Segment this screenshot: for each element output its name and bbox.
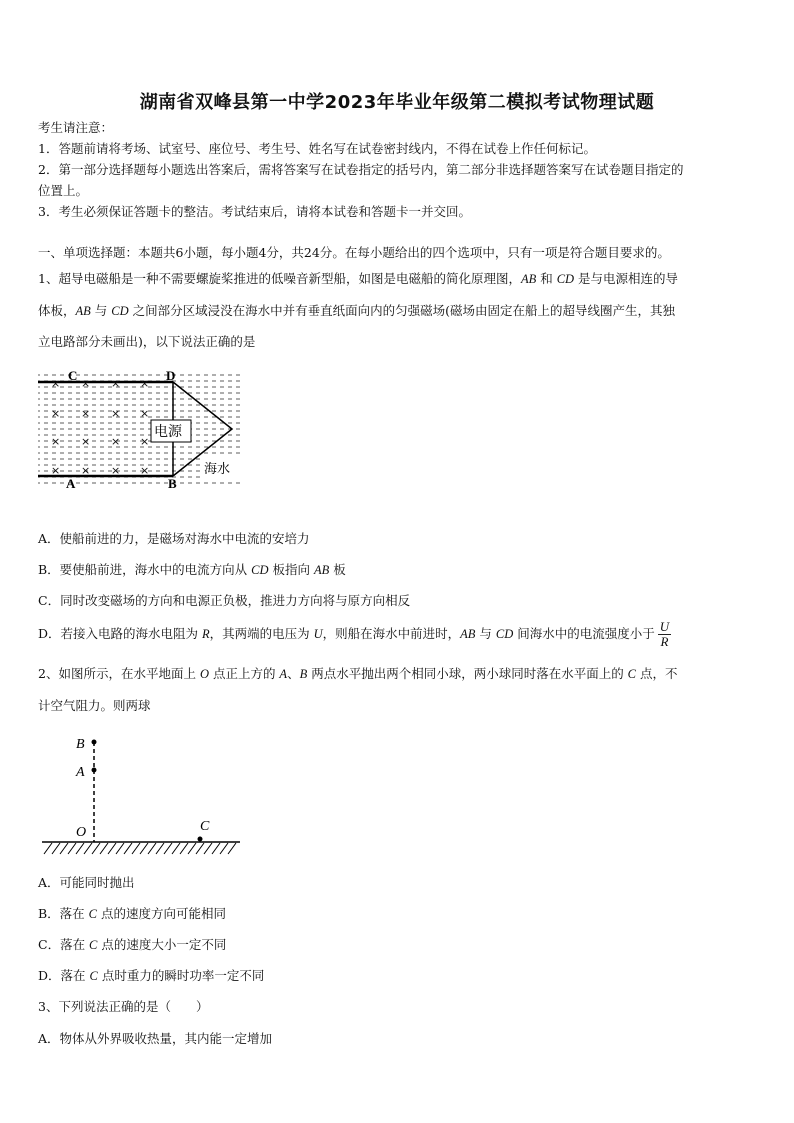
field-mark: × xyxy=(51,464,61,477)
page-title: 湖南省双峰县第一中学2023年毕业年级第二模拟考试物理试题 xyxy=(139,92,655,113)
field-mark: × xyxy=(51,407,61,420)
point-c xyxy=(198,837,203,842)
field-mark: × xyxy=(111,435,121,448)
field-mark: × xyxy=(81,435,91,448)
point-b xyxy=(92,740,97,745)
ground-hatching xyxy=(44,843,236,854)
label-c: C xyxy=(200,819,210,834)
notice-item-2: 2．第一部分选择题每小题选出答案后，需将答案写在试卷指定的括号内，第二部分非选择题答案写在试卷题目指定的 xyxy=(38,162,684,177)
q3-stem: 3、下列说法正确的是（ ） xyxy=(38,999,209,1014)
fraction-u-over-r: $\frac{U}{R}$ xyxy=(659,619,670,649)
q1-figure xyxy=(36,366,248,490)
label-b: B xyxy=(168,476,177,490)
q1-option-a: A．使船前进的力，是磁场对海水中电流的安培力 xyxy=(38,531,310,546)
power-source-label: 电源 xyxy=(154,424,182,440)
field-mark: × xyxy=(111,377,121,390)
q2-option-a: A．可能同时抛出 xyxy=(38,875,135,890)
notice-heading: 考生请注意： xyxy=(38,120,114,135)
q1-stem-line3: 立电路部分未画出)，以下说法正确的是 xyxy=(38,334,256,349)
q2-option-b: B．落在 C 点的速度方向可能相同 xyxy=(38,906,226,921)
field-mark: × xyxy=(51,377,61,390)
field-mark: × xyxy=(140,464,150,477)
field-mark: × xyxy=(140,435,150,448)
label-a: A xyxy=(66,476,76,490)
label-a: A xyxy=(76,765,85,780)
section-heading: 一、单项选择题：本题共6小题，每小题4分，共24分。在每小题给出的四个选项中，只有一项是符合题目要求的。 xyxy=(38,245,670,260)
q2-figure xyxy=(40,730,245,856)
field-mark: × xyxy=(140,377,150,390)
label-o: O xyxy=(76,825,87,840)
notice-item-3: 3．考生必须保证答题卡的整洁。考试结束后，请将本试卷和答题卡一并交回。 xyxy=(38,204,471,219)
field-mark: × xyxy=(111,407,121,420)
q1-option-b: B．要使船前进，海水中的电流方向从 CD 板指向 AB 板 xyxy=(38,562,346,577)
field-mark: × xyxy=(51,435,61,448)
notice-item-1: 1．答题前请将考场、试室号、座位号、考生号、姓名写在试卷密封线内，不得在试卷上作任何标记。 xyxy=(38,141,596,156)
q2-stem-line1: 2、如图所示，在水平地面上 O 点正上方的 A、B 两点水平抛出两个相同小球，两小球同时落在水平面上的 C 点，不 xyxy=(38,666,678,681)
label-c: C xyxy=(68,368,78,383)
label-b: B xyxy=(76,737,85,752)
q2-option-d: D．落在 C 点时重力的瞬时功率一定不同 xyxy=(38,968,265,983)
q1-option-d: D．若接入电路的海水电阻为 R，其两端的电压为 U，则船在海水中前进时，AB 与 CD 间海水中的电流强度小于 $\frac{U}{R}$ xyxy=(38,619,670,649)
field-mark: × xyxy=(140,407,150,420)
notice-item-2-cont: 位置上。 xyxy=(38,183,89,198)
field-mark: × xyxy=(81,464,91,477)
field-mark: × xyxy=(81,407,91,420)
q2-option-c: C．落在 C 点的速度大小一定不同 xyxy=(38,937,227,952)
q1-stem-line1: 1、超导电磁船是一种不需要螺旋桨推进的低噪音新型船，如图是电磁船的简化原理图，AB 和 CD 是与电源相连的导 xyxy=(38,271,679,286)
q3-option-a: A．物体从外界吸收热量，其内能一定增加 xyxy=(38,1031,273,1046)
label-d: D xyxy=(166,368,176,383)
q2-stem-line2: 计空气阻力。则两球 xyxy=(38,698,151,713)
seawater-label: 海水 xyxy=(204,462,231,477)
q1-option-c: C．同时改变磁场的方向和电源正负极，推进力方向将与原方向相反 xyxy=(38,593,411,608)
field-mark: × xyxy=(111,464,121,477)
field-mark: × xyxy=(81,377,91,390)
point-a xyxy=(92,768,97,773)
q1-stem-line2: 体板，AB 与 CD 之间部分区域浸没在海水中并有垂直纸面向内的匀强磁场(磁场由固定在船上的超导线圈产生，其独 xyxy=(38,303,675,318)
